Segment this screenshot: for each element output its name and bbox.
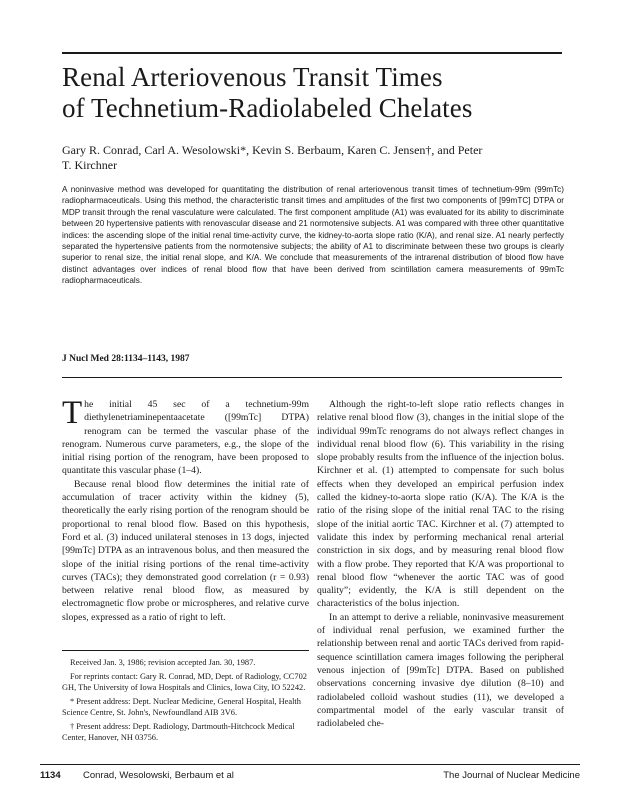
page-number: 1134: [40, 770, 61, 781]
drop-cap: T: [62, 395, 83, 431]
intro-text: he initial 45 sec of a technetium-99m diethylenetriaminepentaacetate ([99mTc] DTPA) renogram can be termed the vascular phase of the renogram. Numerous curve parameters, e.g., the slope of the initial rising portion of the renogram, have been proposed to quantitate this vascular phase (1–4).: [62, 399, 309, 477]
abstract: A noninvasive method was developed for quantitating the distribution of renal arteriovenous transit times of technetium-99m (99mTc) radiopharmaceuticals. Using this method, the characteristic transit times and amplitudes of the first two components of [99mTC] DTPA or MDP transit through the renal vasculature were calculated. The first component amplitude (A1) was evaluated for its ability to discriminate between 20 hypertensive patients with renovascular disease and 21 normotensive subjects. A1 was compared with three other quantitative indices: the ascending slope of the initial renal time-activity curve, the kidney-to-aorta slope ratio (K/A), and renal size. A1 nearly perfectly separated the hypertensive patients from the normotensive subjects; the ability of A1 to discriminate between these two groups is clearly superior to renal size, the initial renal slope, and K/A. We conclude that measurements of the intrarenal distribution of blood flow have distinct advantages over indices of renal blood flow that have been derived from scintillation camera measurements of 99mTc radiopharmaceuticals.: [62, 185, 565, 286]
running-head: Conrad, Wesolowski, Berbaum et al: [83, 770, 234, 781]
right-column: [317, 398, 564, 730]
journal-name: The Journal of Nuclear Medicine: [443, 770, 580, 781]
left-column: [62, 395, 309, 624]
footnote-reprints: For reprints contact: Gary R. Conrad, MD, Dept. of Radiology, CC702 GH, The University of Iowa Hospitals and Clinics, Iowa City, IO 52242.: [62, 672, 307, 692]
body-paragraph: Although the right-to-left slope ratio reflects changes in relative renal blood flow (3), changes in the initial slope of the individual 99mTc renograms do not always reflect changes in individual renal blood flow (6). This variability in the rising slope probably results from the influence of the injection bolus. Kirchner et al. (1) attempted to compensate for such bolus effects when they developed an empirical perfusion index called the kidney-to-aorta slope ratio (K/A). The K/A is the ratio of the rising slope of the initial renal TAC to the rising slope of the initial aortic TAC. Kirchner et al. (7) attempted to validate this index by performing mechanical renal arterial constriction in six dogs, and by measuring renal blood flow with a flow probe. They reported that K/A was proportional to renal blood flow “whenever the aortic TAC was of good quality”; evidently, the K/A is still dependent on the characteristics of the bolus injection.: [317, 399, 564, 610]
article-title: [62, 62, 562, 124]
title-line-1: Renal Arteriovenous Transit Times: [62, 62, 443, 92]
author-list: Gary R. Conrad, Carl A. Wesolowski*, Kevin S. Berbaum, Karen C. Jensen†, and Peter T. Kirchner: [62, 143, 483, 172]
body-paragraph: Because renal blood flow determines the initial rate of accumulation of tracer activity within the kidney (5), theoretically the early rising portion of the renogram should be proportional to renal blood flow. Based on this hypothesis, Ford et al. (3) induced unilateral stenoses in 13 dogs, injected [99mTc] DTPA as an intravenous bolus, and then measured the slope of the initial rising portions of the renal time-activity curves (TACs); they demonstrated good correlation (r = 0.93) between relative renal blood flow, as measured by electromagnetic flow probe or microspheres, and relative curve slopes, expressed as a ratio of right to left.: [62, 478, 309, 623]
footnote-address-2: † Present address: Dept. Radiology, Dartmouth-Hitchcock Medical Center, Hanover, NH 03756.: [62, 722, 295, 742]
intro-paragraph: [62, 395, 309, 478]
title-line-2: of Technetium-Radiolabeled Chelates: [62, 93, 473, 123]
body-paragraph: In an attempt to derive a reliable, noninvasive measurement of individual renal perfusion, we examined further the relationship between renal and aortic TACs derived from rapid-sequence scintillation camera images following the peripheral venous injection of [99mTc] DTPA. Based on published observations concerning invasive dye dilution (8–10) and radiolabeled colloid washout studies (11), we developed a compartmental model of the early vascular transit of radiolabeled che-: [317, 611, 564, 730]
footnote-address-1: * Present address: Dept. Nuclear Medicine, General Hospital, Health Science Centre, St. John's, Newfoundland AIB 3V6.: [62, 697, 301, 717]
footnote-received: Received Jan. 3, 1986; revision accepted Jan. 30, 1987.: [70, 658, 256, 667]
footer-rule: [40, 764, 580, 765]
section-divider: [62, 377, 562, 378]
top-rule: [62, 52, 562, 54]
footnotes: [62, 657, 309, 746]
citation: J Nucl Med 28:1134–1143, 1987: [62, 354, 190, 364]
footnote-divider: [62, 650, 309, 651]
